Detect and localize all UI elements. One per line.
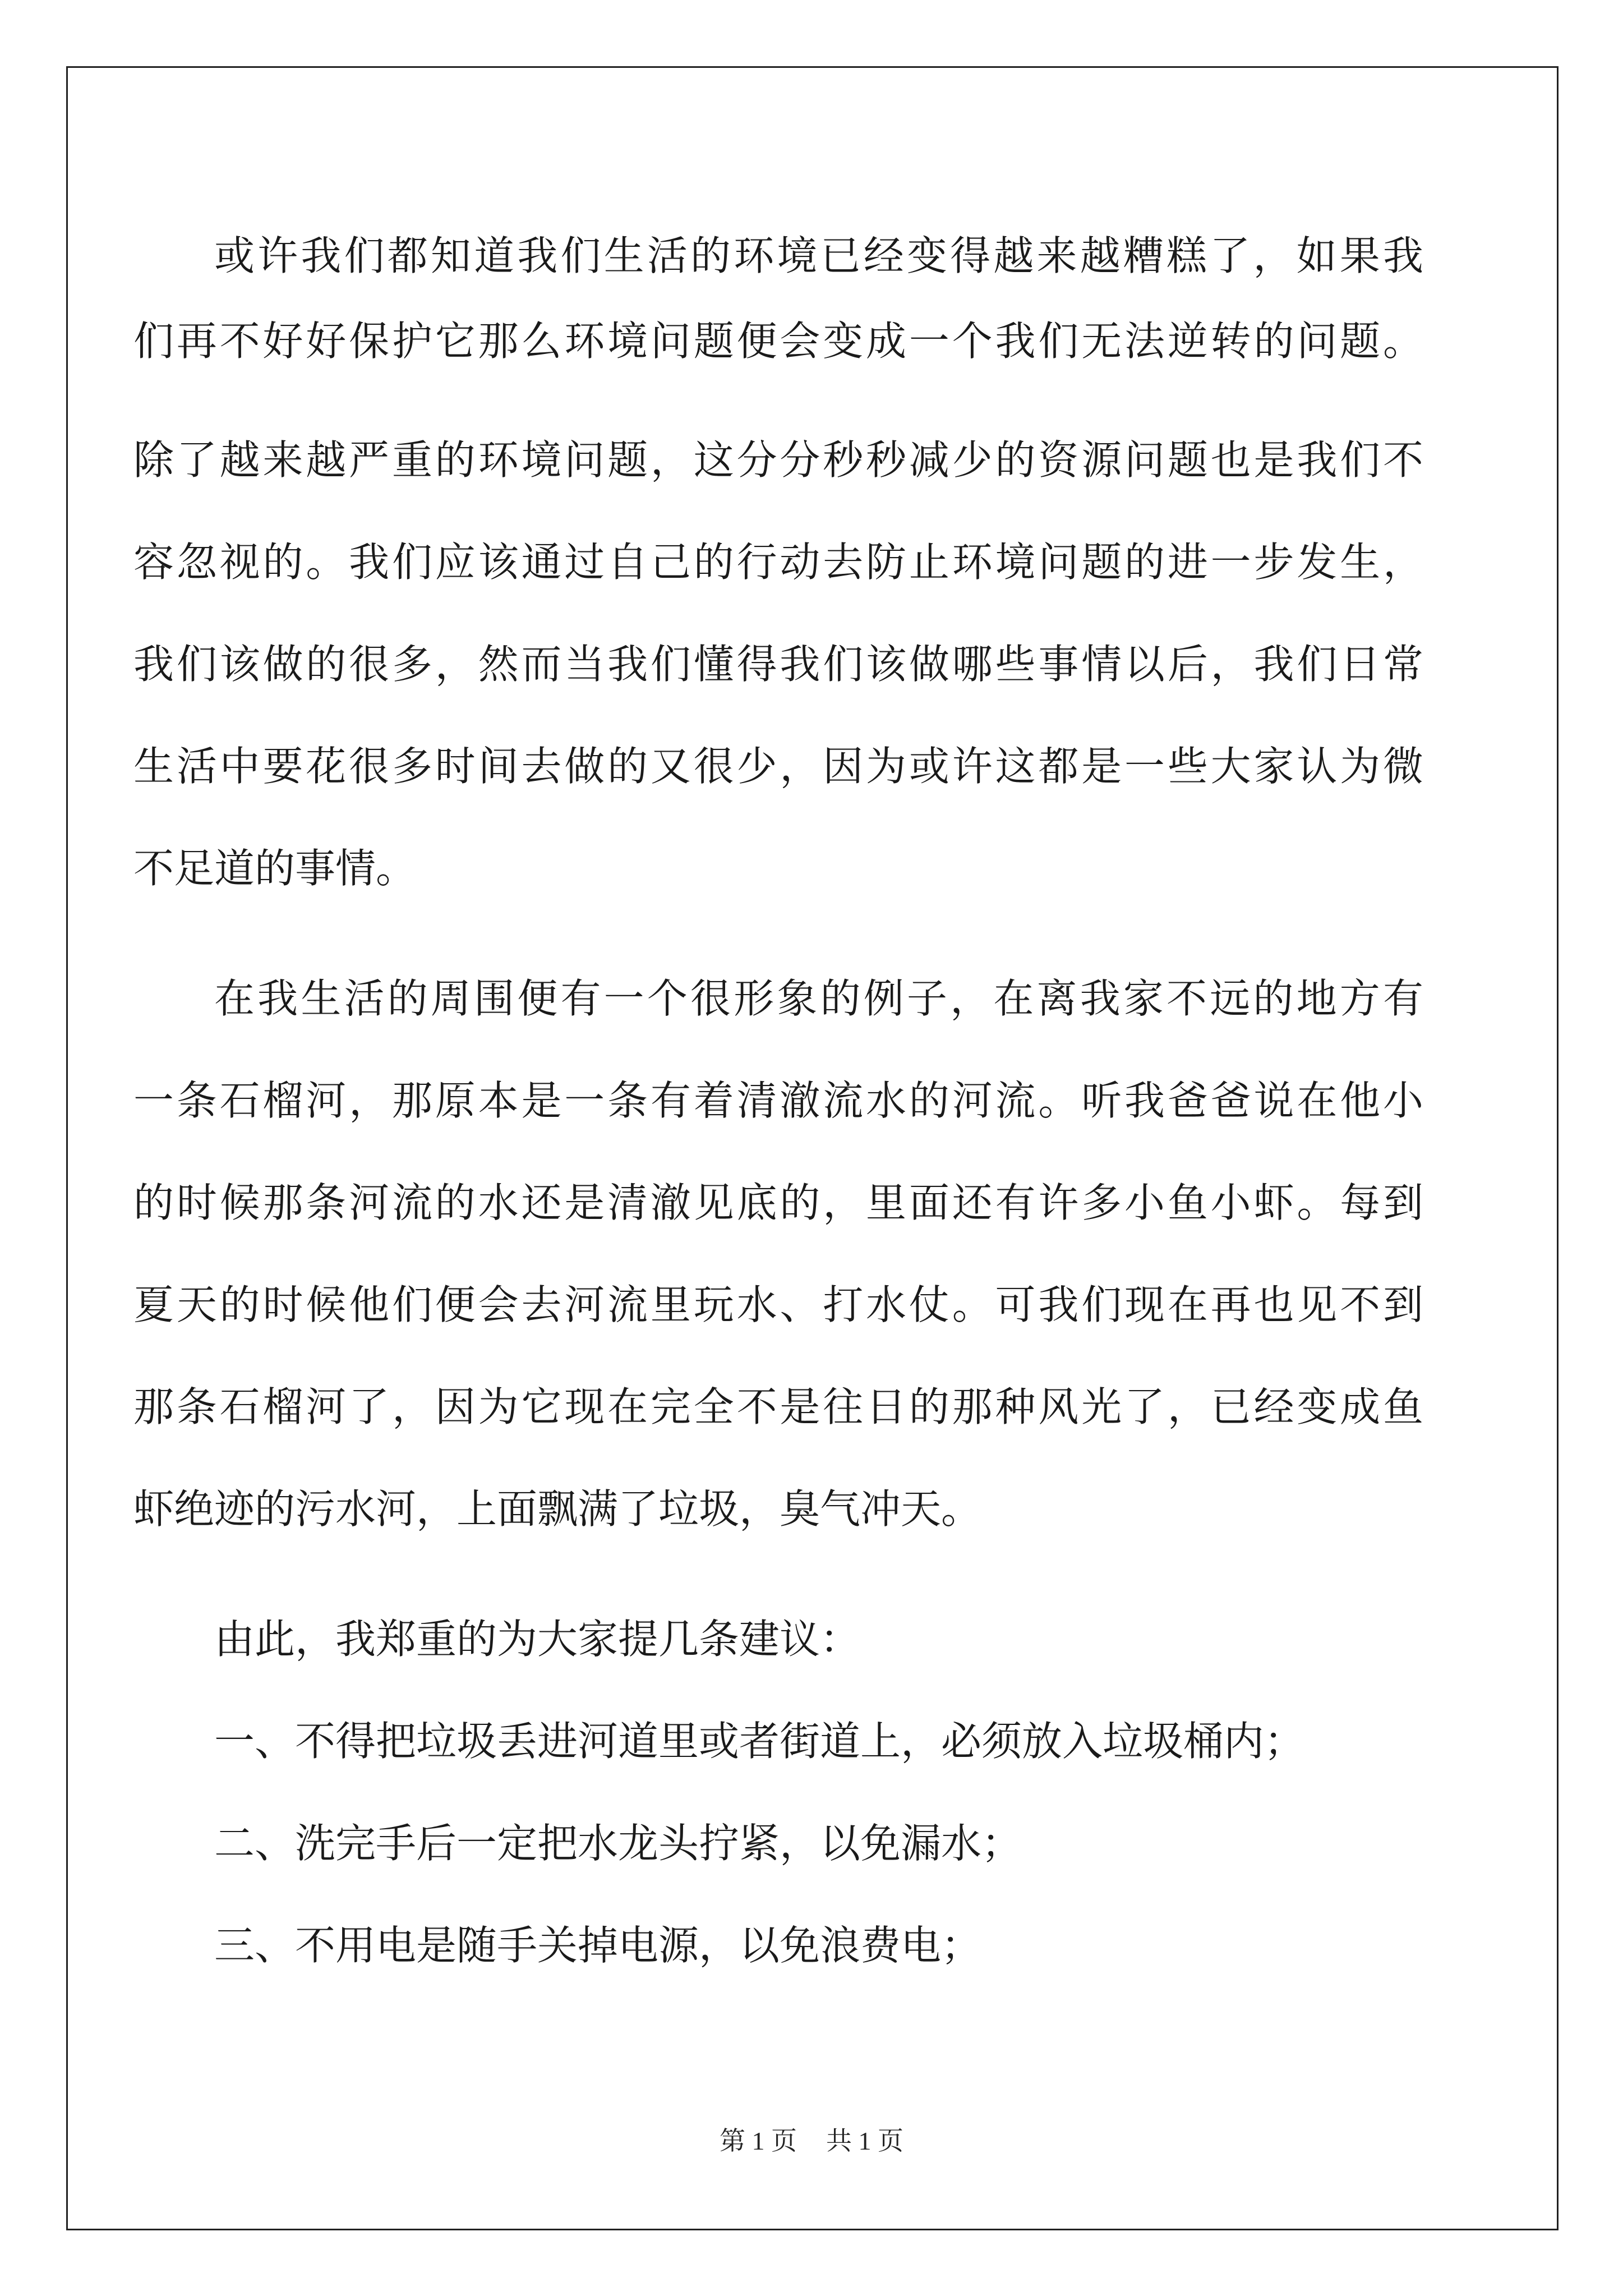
paragraph-1-line-7: 不足道的事情。 bbox=[133, 845, 417, 892]
paragraph-2-line-6: 虾绝迹的污水河，上面飘满了垃圾，臭气冲天。 bbox=[133, 1485, 982, 1533]
paragraph-2-line-1: 在我生活的周围便有一个很形象的例子，在离我家不远的地方有 bbox=[214, 975, 1423, 1022]
page-footer bbox=[0, 2120, 1623, 2157]
proposal-item-2: 二、洗完手后一定把水龙头拧紧，以免漏水； bbox=[214, 1820, 1022, 1867]
paragraph-2-line-2: 一条石榴河，那原本是一条有着清澈流水的河流。听我爸爸说在他小 bbox=[133, 1077, 1423, 1124]
paragraph-2-line-4: 夏天的时候他们便会去河流里玩水、打水仗。可我们现在再也见不到 bbox=[133, 1281, 1423, 1328]
paragraph-1-line-6: 生活中要花很多时间去做的又很少，因为或许这都是一些大家认为微 bbox=[133, 743, 1423, 790]
paragraph-2-line-5: 那条石榴河了，因为它现在完全不是往日的那种风光了，已经变成鱼 bbox=[133, 1383, 1423, 1430]
page-border bbox=[66, 66, 1559, 2230]
proposal-item-3: 三、不用电是随手关掉电源，以免浪费电； bbox=[214, 1922, 982, 1969]
page-total: 共 1 页 bbox=[826, 2127, 903, 2155]
paragraph-1-line-4: 容忽视的。我们应该通过自己的行动去防止环境问题的进一步发生， bbox=[133, 539, 1423, 586]
paragraph-2-line-3: 的时候那条河流的水还是清澈见底的，里面还有许多小鱼小虾。每到 bbox=[133, 1179, 1423, 1226]
paragraph-1-line-1: 或许我们都知道我们生活的环境已经变得越来越糟糕了，如果我 bbox=[214, 232, 1423, 279]
page-number: 第 1 页 bbox=[720, 2127, 797, 2155]
proposal-item-1: 一、不得把垃圾丢进河道里或者街道上，必须放入垃圾桶内； bbox=[214, 1718, 1305, 1765]
paragraph-1-line-5: 我们该做的很多，然而当我们懂得我们该做哪些事情以后，我们日常 bbox=[133, 641, 1423, 688]
paragraph-1-line-3: 除了越来越严重的环境问题，这分分秒秒减少的资源问题也是我们不 bbox=[133, 436, 1423, 484]
proposal-intro: 由此，我郑重的为大家提几条建议： bbox=[214, 1616, 861, 1663]
paragraph-1-line-2: 们再不好好保护它那么环境问题便会变成一个我们无法逆转的问题。 bbox=[133, 318, 1423, 365]
